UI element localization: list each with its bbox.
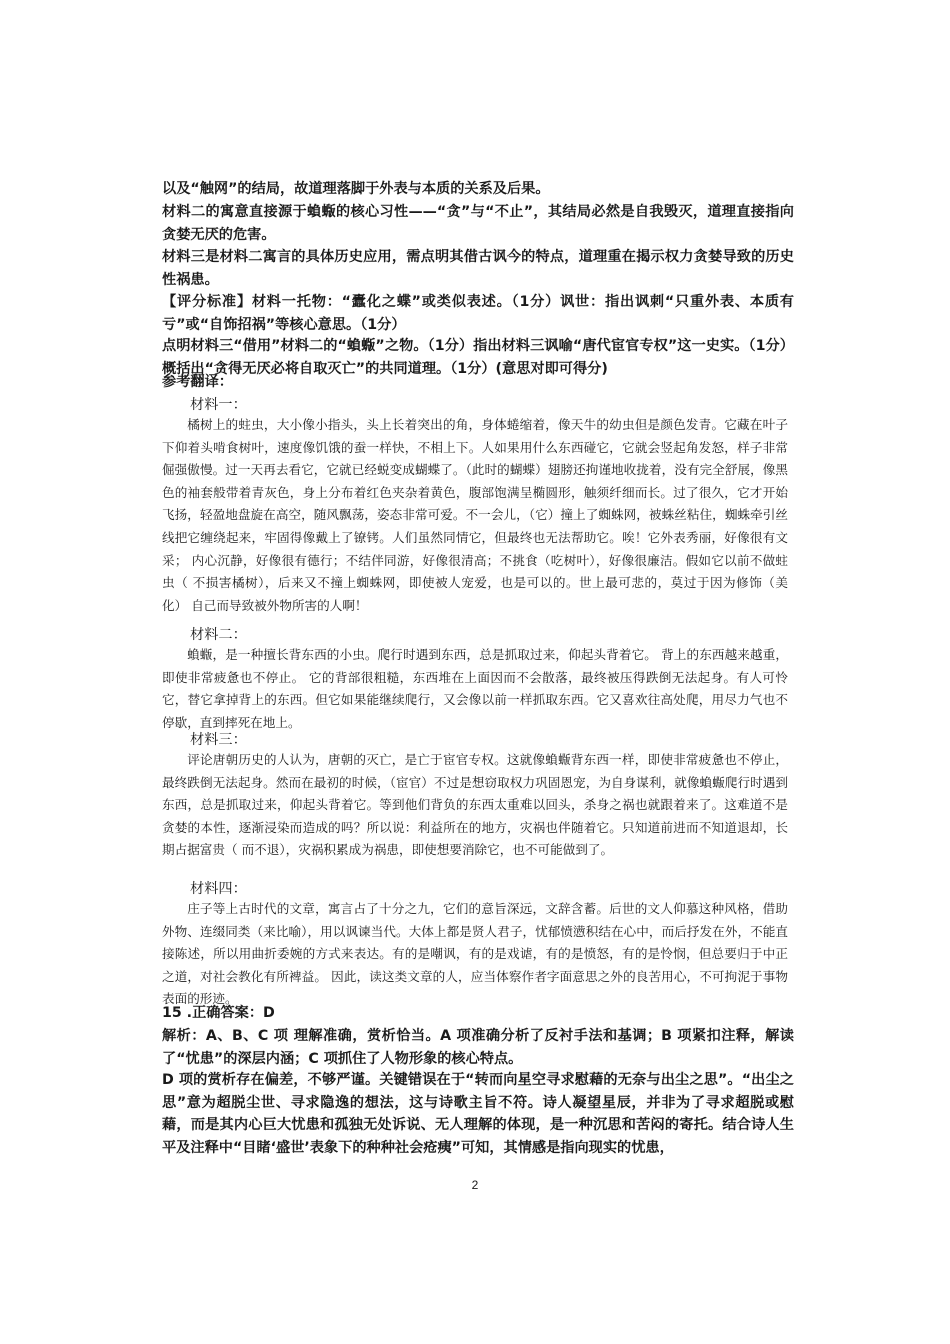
material-2-translation bbox=[162, 644, 788, 734]
scoring-criteria-1: 【评分标准】材料一托物：“蠹化之蝶”或类似表述。（1分）讽世：指出讽刺“只重外表、本质有亏”或“自饰招祸”等核心意思。（1分） bbox=[162, 294, 794, 333]
analysis-paragraph-3: 材料三是材料二寓言的具体历史应用，需点明其借古讽今的特点，道理重在揭示权力贪婪导致的历史性祸患。 bbox=[162, 249, 794, 288]
scoring-criteria-2: 点明材料三“借用”材料二的“蝜蝂”之物。（1分）指出材料三讽喻“唐代宦官专权”这一史实。（1分）概括出“贪得无厌必将自取灭亡”的共同道理。（1分）(意思对即可得分) bbox=[162, 338, 794, 377]
material-4-label: 材料四： bbox=[190, 881, 247, 897]
material-1-label: 材料一： bbox=[190, 397, 247, 413]
question-15-answer: 15 .正确答案：D bbox=[162, 1005, 275, 1021]
material-3-translation bbox=[162, 749, 788, 862]
analysis-paragraph-1: 以及“触网”的结局，故道理落脚于外表与本质的关系及后果。 bbox=[162, 181, 550, 197]
question-15-explanation-2: D 项的赏析存在偏差，不够严谨。关键错误在于“转而向星空寻求慰藉的无奈与出尘之思”。“出尘之思”意为超脱尘世、寻求隐逸的想法，这与诗歌主旨不符。诗人凝望星辰，并非为了寻求超脱或慰藉，而是其内心巨大忧患和孤独无处诉说、无人理解的体现，是一种沉思和苦闷的寄托。结合诗人生平及注释中“目睹‘盛世’表象下的种种社会疮痍”可知，其情感是指向现实的忧患， bbox=[162, 1072, 794, 1156]
material-4-translation bbox=[162, 898, 788, 1011]
analysis-paragraph-2: 材料二的寓意直接源于蝜蝂的核心习性——“贪”与“不止”，其结局必然是自我毁灭，道理直接指向贪婪无厌的危害。 bbox=[162, 204, 794, 243]
material-2-label: 材料二： bbox=[190, 627, 247, 643]
material-2-text: 蝜蝂，是一种擅长背东西的小虫。爬行时遇到东西，总是抓取过来，仰起头背着它。 背上的东西越来越重，即使非常疲惫也不停止。 它的背部很粗糙，东西堆在上面因而不会散落，最终被压得跌倒无法起身。有人可怜它，替它拿掉背上的东西。但它如果能继续爬行，又会像以前一样抓取东西。它又喜欢往高处爬，用尽力气也不停歇，直到摔死在地上。 bbox=[162, 647, 788, 730]
material-4-text: 庄子等上古时代的文章，寓言占了十分之九，它们的意旨深远，文辞含蓄。后世的文人仰慕这种风格，借助外物、连缀同类（来比喻），用以讽谏当代。大体上都是贤人君子，忧郁愤懑积结在心中，而后抒发在外，不能直接陈述，所以用曲折委婉的方式来表达。有的是嘲讽，有的是戏谑，有的是愤怒，有的是怜悯，但总要归于中正之道，对社会教化有所裨益。 因此，读这类文章的人，应当体察作者字面意思之外的良苦用心，不可拘泥于事物表面的形迹。 bbox=[162, 901, 788, 1007]
material-3-text: 评论唐朝历史的人认为，唐朝的灭亡，是亡于宦官专权。这就像蝜蝂背东西一样，即使非常疲惫也不停止，最终跌倒无法起身。然而在最初的时候，（宦官）不过是想窃取权力巩固恩宠，为自身谋利，就像蝜蝂爬行时遇到东西，总是抓取过来，仰起头背着它。等到他们背负的东西太重难以回头，杀身之祸也就跟着来了。这难道不是贪婪的本性，逐渐浸染而造成的吗？所以说：利益所在的地方，灾祸也伴随着它。只知道前进而不知道退却，长期占据富贵（ 而不退），灾祸积累成为祸患，即使想要消除它，也不可能做到了。 bbox=[162, 752, 788, 858]
material-3-label: 材料三： bbox=[190, 732, 247, 748]
page-number: 2 bbox=[471, 1178, 479, 1192]
translation-heading: 参考翻译： bbox=[162, 374, 233, 390]
question-15-explanation-1: 解析：A、B、C 项 理解准确，赏析恰当。A 项准确分析了反衬手法和基调；B 项紧扣注释，解读了“忧患”的深层内涵；C 项抓住了人物形象的核心特点。 bbox=[162, 1028, 794, 1067]
material-1-text: 橘树上的蛀虫，大小像小指头，头上长着突出的角，身体蜷缩着，像天牛的幼虫但是颜色发青。它藏在叶子下仰着头啃食树叶，速度像饥饿的蚕一样快，不相上下。人如果用什么东西碰它，它就会竖起角发怒，样子非常倔强傲慢。过一天再去看它，它就已经蜕变成蝴蝶了。（此时的蝴蝶）翅膀还拘谨地收拢着，没有完全舒展，像黑色的袖套般带着青灰色，身上分布着红色夹杂着黄色，腹部饱满呈椭圆形，触须纤细而长。过了很久，它才开始飞扬，轻盈地盘旋在高空，随风飘荡，姿态非常可爱。不一会儿，（它）撞上了蜘蛛网，被蛛丝粘住，蜘蛛牵引丝线把它缠绕起来，牢固得像戴上了镣铐。人们虽然同情它，但最终也无法帮助它。唉！它外表秀丽，好像很有文采； 内心沉静，好像很有德行；不结伴同游，好像很清高；不挑食（吃树叶），好像很廉洁。假如它以前不做蛀虫（ 不损害橘树），后来又不撞上蜘蛛网，即使被人宠爱，也是可以的。世上最可悲的，莫过于因为修饰（美化） 自己而导致被外物所害的人啊！ bbox=[162, 417, 788, 613]
material-1-translation bbox=[162, 414, 788, 617]
